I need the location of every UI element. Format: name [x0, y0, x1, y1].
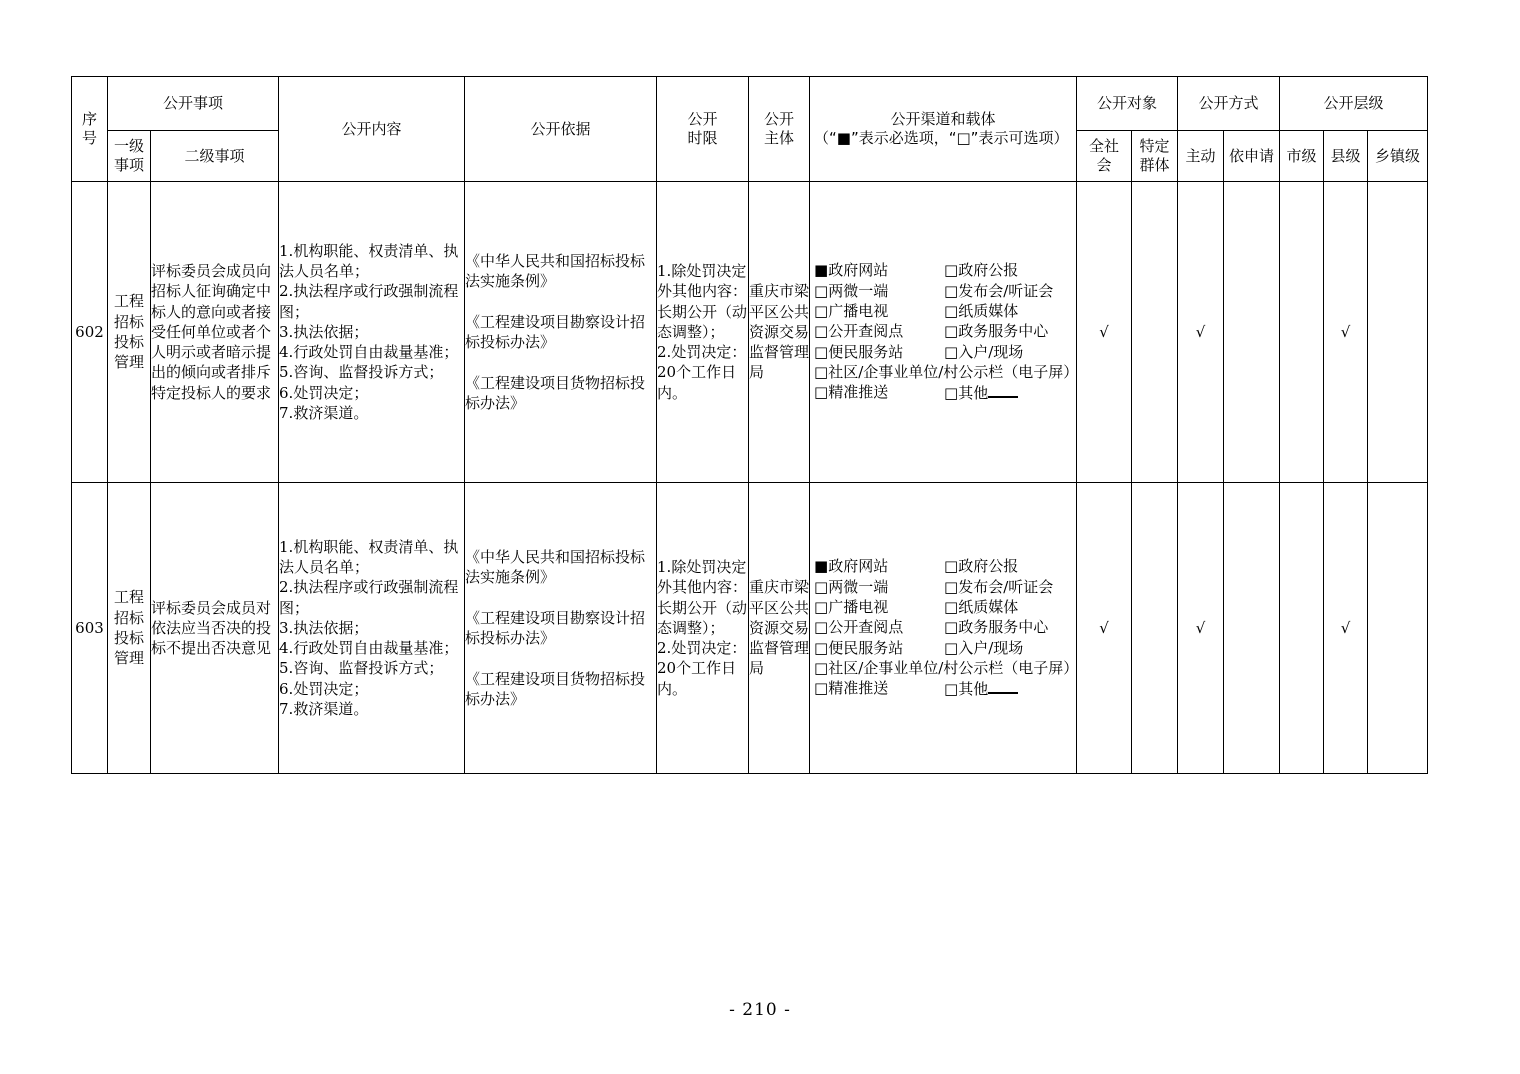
channel-other	[944, 382, 1074, 403]
channel-door-to-door: □入户/现场	[944, 638, 1024, 657]
channel-press-hearing: □发布会/听证会	[944, 281, 1054, 300]
seq-cell: 603	[72, 483, 108, 774]
subject-cell: 重庆市梁平区公共资源交易监督管理局	[749, 483, 810, 774]
channel-service-station: □便民服务站	[814, 342, 904, 361]
channels-cell	[810, 182, 1077, 483]
header-row-1	[72, 77, 1428, 131]
header-target: 公开对象	[1077, 77, 1178, 131]
method-request-cell	[1224, 182, 1280, 483]
channel-other-label: □其他	[944, 384, 989, 403]
channel-broadcast-tv: □广播电视	[814, 302, 889, 321]
header-level1: 一级 事项	[108, 131, 151, 182]
channel-print-media: □纸质媒体	[944, 598, 1019, 617]
target-all-cell: √	[1077, 483, 1132, 774]
level1-cell: 工程招标投标管理	[108, 483, 151, 774]
level1-cell: 工程招标投标管理	[108, 182, 151, 483]
header-level-town: 乡镇级	[1368, 131, 1428, 182]
content-cell: 1.机构职能、权责清单、执法人员名单； 2.执法程序或行政强制流程图； 3.执法依据； 4.行政处罚自由裁量基准； 5.咨询、监督投诉方式； 6.处罚决定； 7.救济渠道。	[279, 483, 465, 774]
seq-cell: 602	[72, 182, 108, 483]
header-subject: 公开 主体	[749, 77, 810, 182]
channel-gov-gazette: □政府公报	[944, 261, 1019, 280]
header-items: 公开事项	[108, 77, 279, 131]
channel-public-reading-point: □公开查阅点	[814, 322, 904, 341]
time-limit-cell: 1.除处罚决定外其他内容：长期公开（动态调整）； 2.处罚决定：20个工作日内。	[657, 483, 749, 774]
channel-precise-push: □精准推送	[814, 383, 889, 402]
channel-public-reading-point: □公开查阅点	[814, 618, 904, 637]
page-number: - 210 -	[729, 1000, 791, 1020]
channel-door-to-door: □入户/现场	[944, 342, 1024, 361]
subject-cell: 重庆市梁平区公共资源交易监督管理局	[749, 182, 810, 483]
level2-cell: 评标委员会成员对依法应当否决的投标不提出否决意见	[151, 483, 279, 774]
level-county-cell: √	[1324, 182, 1368, 483]
header-level2: 二级事项	[151, 131, 279, 182]
header-time-limit: 公开 时限	[657, 77, 749, 182]
header-basis: 公开依据	[465, 77, 657, 182]
channels-cell	[810, 483, 1077, 774]
channel-broadcast-tv: □广播电视	[814, 598, 889, 617]
header-channels	[810, 77, 1077, 182]
channel-service-center: □政务服务中心	[944, 618, 1049, 637]
channel-service-center: □政务服务中心	[944, 322, 1049, 341]
blank-line	[988, 678, 1018, 694]
channel-press-hearing: □发布会/听证会	[944, 577, 1054, 596]
header-level-county: 县级	[1324, 131, 1368, 182]
method-active-cell: √	[1178, 483, 1224, 774]
channels-list	[810, 556, 1079, 699]
header-level: 公开层级	[1280, 77, 1428, 131]
channel-other-label: □其他	[944, 680, 989, 699]
header-target-specific: 特定 群体	[1132, 131, 1178, 182]
channel-weibo-wechat-app: □两微一端	[814, 281, 889, 300]
target-specific-cell	[1132, 483, 1178, 774]
time-limit-cell: 1.除处罚决定外其他内容：长期公开（动态调整）； 2.处罚决定：20个工作日内。	[657, 182, 749, 483]
channels-list	[810, 260, 1079, 403]
header-level-city: 市级	[1280, 131, 1324, 182]
level-town-cell	[1368, 483, 1428, 774]
header-target-all: 全社 会	[1077, 131, 1132, 182]
basis-cell: 《中华人民共和国招标投标法实施条例》 《工程建设项目勘察设计招标投标办法》 《工程建设项目货物招标投标办法》	[465, 483, 657, 774]
level-county-cell: √	[1324, 483, 1368, 774]
channel-gov-website: ■政府网站	[814, 557, 889, 576]
header-method: 公开方式	[1178, 77, 1280, 131]
method-request-cell	[1224, 483, 1280, 774]
level-city-cell	[1280, 182, 1324, 483]
header-channels-note: （“■”表示必选项，“□”表示可选项）	[814, 129, 1069, 147]
content-cell: 1.机构职能、权责清单、执法人员名单； 2.执法程序或行政强制流程图； 3.执法依据； 4.行政处罚自由裁量基准； 5.咨询、监督投诉方式； 6.处罚决定； 7.救济渠道。	[279, 182, 465, 483]
target-all-cell: √	[1077, 182, 1132, 483]
level2-cell: 评标委员会成员向招标人征询确定中标人的意向或者接受任何单位或者个人明示或者暗示提出的倾向或者排斥特定投标人的要求	[151, 182, 279, 483]
level-town-cell	[1368, 182, 1428, 483]
channel-gov-gazette: □政府公报	[944, 557, 1019, 576]
basis-cell: 《中华人民共和国招标投标法实施条例》 《工程建设项目勘察设计招标投标办法》 《工程建设项目货物招标投标办法》	[465, 182, 657, 483]
channel-service-station: □便民服务站	[814, 638, 904, 657]
table-row	[72, 483, 1428, 774]
channel-bulletin-board: □社区/企事业单位/村公示栏（电子屏）	[814, 658, 1079, 677]
channel-weibo-wechat-app: □两微一端	[814, 577, 889, 596]
table-row	[72, 182, 1428, 483]
header-content: 公开内容	[279, 77, 465, 182]
channel-bulletin-board: □社区/企事业单位/村公示栏（电子屏）	[814, 362, 1079, 381]
header-channels-title: 公开渠道和载体	[890, 110, 996, 128]
target-specific-cell	[1132, 182, 1178, 483]
channel-gov-website: ■政府网站	[814, 261, 889, 280]
disclosure-table	[71, 76, 1428, 774]
header-method-active: 主动	[1178, 131, 1224, 182]
method-active-cell: √	[1178, 182, 1224, 483]
header-method-request: 依申请	[1224, 131, 1280, 182]
blank-line	[988, 382, 1018, 398]
channel-precise-push: □精准推送	[814, 679, 889, 698]
level-city-cell	[1280, 483, 1324, 774]
channel-other	[944, 678, 1074, 699]
header-seq: 序 号	[72, 77, 108, 182]
channel-print-media: □纸质媒体	[944, 302, 1019, 321]
